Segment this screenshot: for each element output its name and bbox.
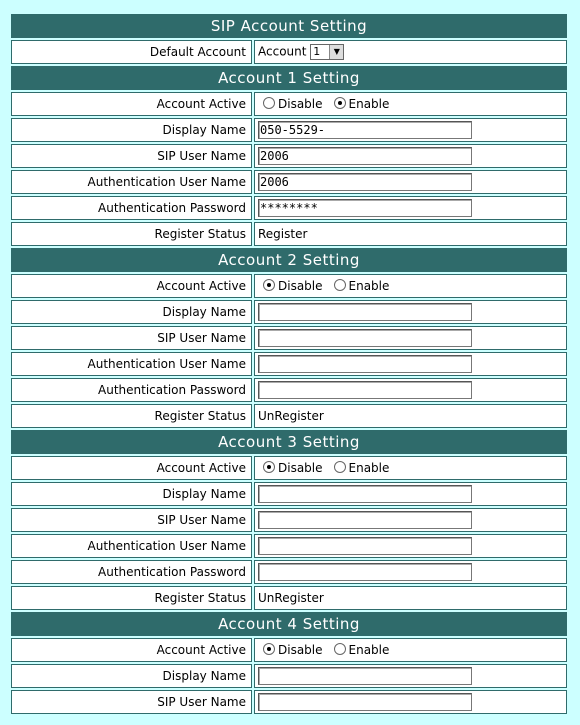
account-active-label: Account Active [11,456,252,480]
enable-label: Enable [348,279,390,293]
display-name-label: Display Name [11,118,252,142]
display-name-label: Display Name [11,664,252,688]
account-1-enable-radio[interactable] [334,97,346,109]
default-account-value: 1 [313,45,321,58]
enable-label: Enable [348,643,390,657]
default-account-select[interactable] [310,44,344,60]
account-1-register-status: Register [254,222,567,246]
account-4-enable-radio[interactable] [334,643,346,655]
account-3-disable-radio[interactable] [263,461,275,473]
disable-label: Disable [278,97,323,111]
account-4-display-name-input[interactable] [258,667,472,685]
account-4-disable-radio[interactable] [263,643,275,655]
account-3-heading: Account 3 Setting [11,430,567,454]
account-1-heading: Account 1 Setting [11,66,567,90]
disable-label: Disable [278,279,323,293]
disable-label: Disable [278,461,323,475]
title-row [11,14,567,38]
sip-user-name-label: SIP User Name [11,690,252,714]
account-3-enable-radio[interactable] [334,461,346,473]
account-active-label: Account Active [11,92,252,116]
settings-table [9,12,569,716]
auth-password-label: Authentication Password [11,560,252,584]
default-account-prefix: Account [258,44,307,59]
register-status-label: Register Status [11,222,252,246]
default-account-cell [254,40,567,64]
auth-password-label: Authentication Password [11,196,252,220]
account-3-display-name-input[interactable] [258,485,472,503]
account-2-auth-password-input[interactable] [258,381,472,399]
page-title: SIP Account Setting [11,14,567,38]
account-3-active-radios [254,456,567,480]
account-1-auth-user-name-input[interactable] [258,173,472,191]
sip-user-name-label: SIP User Name [11,144,252,168]
account-4-active-radios [254,638,567,662]
register-status-label: Register Status [11,586,252,610]
sip-user-name-label: SIP User Name [11,508,252,532]
chevron-down-icon[interactable]: ▼ [329,45,343,59]
account-active-label: Account Active [11,274,252,298]
account-3-register-status: UnRegister [254,586,567,610]
account-1-disable-radio[interactable] [263,97,275,109]
account-2-enable-radio[interactable] [334,279,346,291]
display-name-label: Display Name [11,300,252,324]
account-3-auth-user-name-input[interactable] [258,537,472,555]
account-2-register-status: UnRegister [254,404,567,428]
display-name-label: Display Name [11,482,252,506]
enable-label: Enable [348,97,390,111]
auth-user-name-label: Authentication User Name [11,352,252,376]
sip-settings-form [11,12,569,716]
enable-label: Enable [348,461,390,475]
sip-user-name-label: SIP User Name [11,326,252,350]
disable-label: Disable [278,643,323,657]
account-2-auth-user-name-input[interactable] [258,355,472,373]
account-1-sip-user-name-input[interactable] [258,147,472,165]
account-3-auth-password-input[interactable] [258,563,472,581]
account-4-sip-user-name-input[interactable] [258,693,472,711]
account-active-label: Account Active [11,638,252,662]
register-status-label: Register Status [11,404,252,428]
account-3-sip-user-name-input[interactable] [258,511,472,529]
account-2-disable-radio[interactable] [263,279,275,291]
account-2-sip-user-name-input[interactable] [258,329,472,347]
default-account-row [11,40,567,64]
account-1-auth-password-input[interactable] [258,199,472,217]
account-2-active-radios [254,274,567,298]
account-2-display-name-input[interactable] [258,303,472,321]
auth-user-name-label: Authentication User Name [11,534,252,558]
account-1-active-radios [254,92,567,116]
account-1-display-name-input[interactable] [258,121,472,139]
auth-user-name-label: Authentication User Name [11,170,252,194]
account-2-heading: Account 2 Setting [11,248,567,272]
default-account-label: Default Account [11,40,252,64]
auth-password-label: Authentication Password [11,378,252,402]
account-4-heading: Account 4 Setting [11,612,567,636]
